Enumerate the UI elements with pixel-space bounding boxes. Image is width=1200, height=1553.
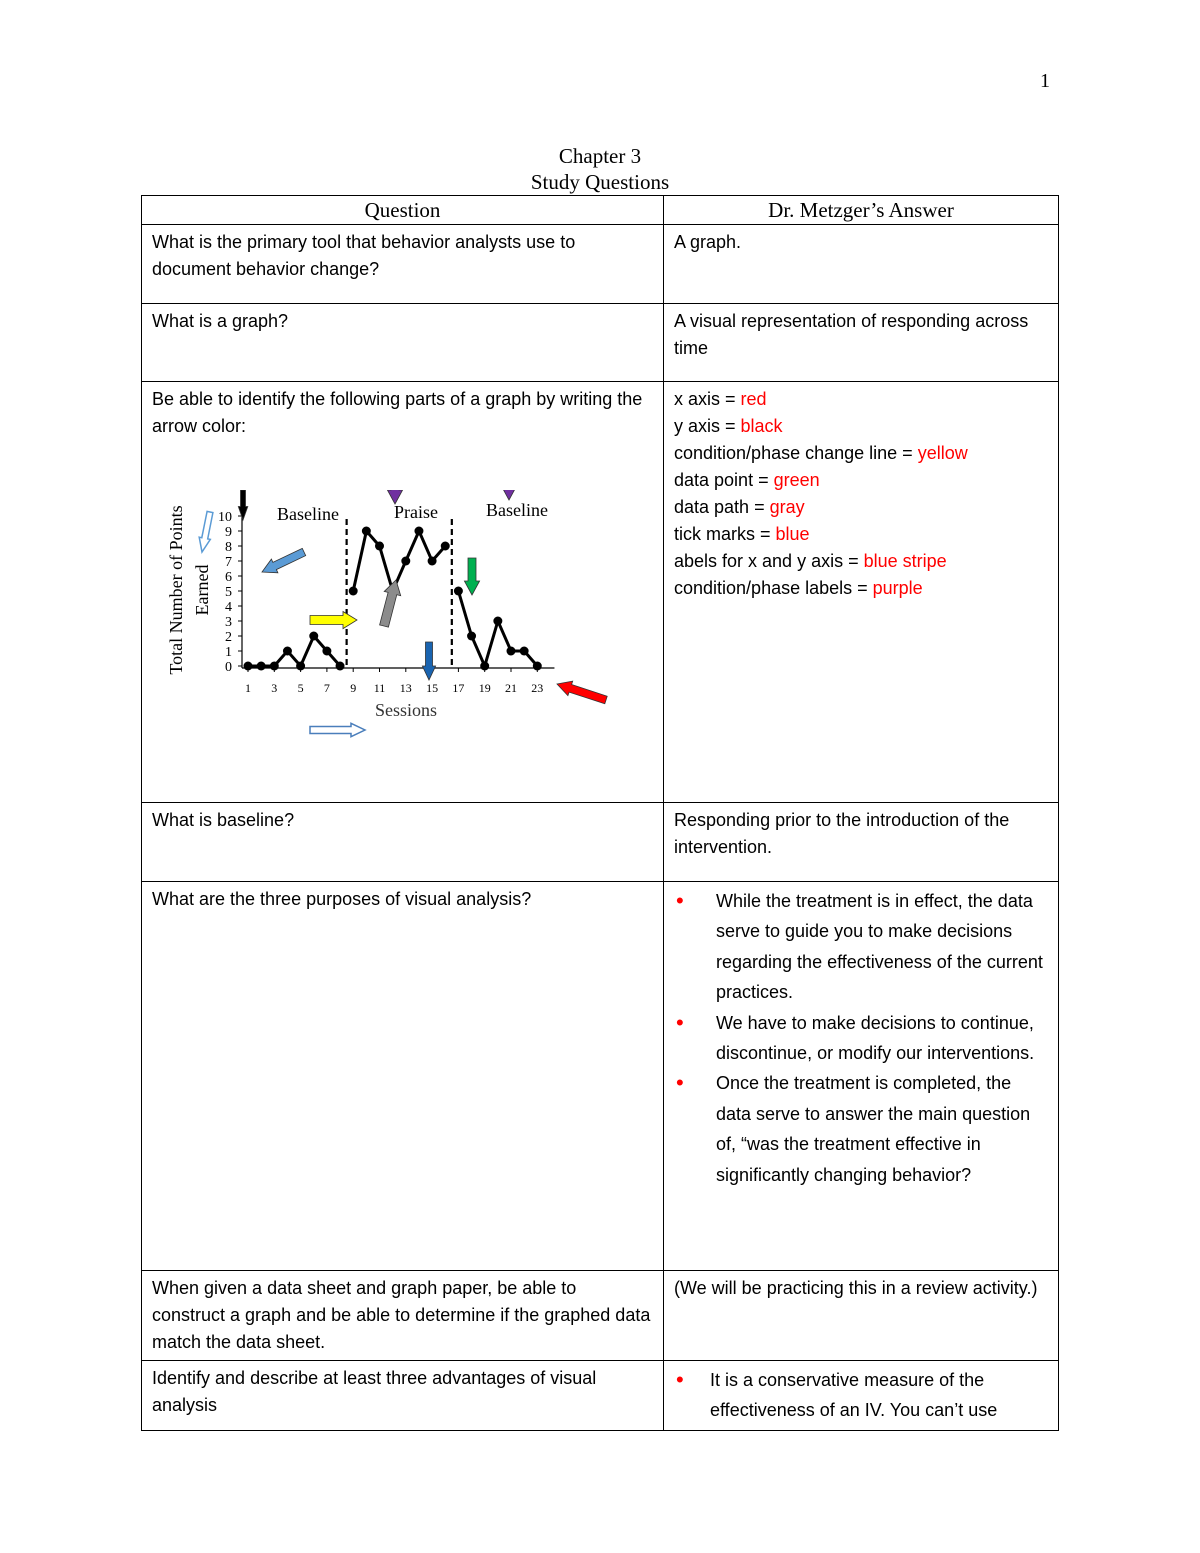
answer-pair: [674, 494, 1048, 521]
data-point: [283, 647, 292, 656]
phase-change-arrow-icon: [310, 612, 357, 629]
data-point: [336, 662, 345, 671]
x-tick-label: 23: [531, 681, 544, 695]
question-cell: What is baseline?: [142, 803, 664, 882]
y-tick-label: 10: [218, 510, 232, 525]
phase-label: Baseline: [486, 500, 548, 520]
pair-label: data path =: [674, 497, 770, 517]
answer-cell: [664, 1361, 1059, 1431]
answer-pair: [674, 548, 1048, 575]
study-questions-table: [141, 195, 1059, 1431]
table-row: [142, 304, 1059, 382]
table-row: [142, 382, 1059, 803]
data-point: [428, 557, 437, 566]
y-tick-label: 9: [225, 525, 232, 540]
answer-pair: [674, 521, 1048, 548]
answer-cell: [664, 882, 1059, 1271]
page-subtitle: Study Questions: [530, 170, 670, 194]
list-item: • Once the treatment is completed, the data serve to answer the main question of, “was the treatment effective in significantly changing behavior?: [674, 1068, 1048, 1190]
y-tick-label: 2: [225, 630, 232, 645]
question-cell: When given a data sheet and graph paper, be able to construct a graph and be able to determine if the graphed data match the data sheet.: [142, 1271, 664, 1361]
data-point: [309, 632, 318, 641]
table-row: [142, 882, 1059, 1271]
answer-cell: A graph.: [664, 225, 1059, 304]
table-row: [142, 1361, 1059, 1431]
phase-label-arrow-icon: [501, 490, 516, 500]
y-tick-label: 0: [225, 660, 232, 675]
data-point: [533, 662, 542, 671]
answer-pair: [674, 440, 1048, 467]
pair-label: condition/phase labels =: [674, 578, 873, 598]
header-row: [142, 196, 1059, 225]
data-point: [441, 542, 450, 551]
data-point: [375, 542, 384, 551]
pair-value: purple: [872, 578, 923, 598]
phase-label: Praise: [394, 502, 438, 522]
pair-value: green: [773, 470, 820, 490]
y-tick-label: 4: [225, 600, 232, 615]
pair-value: gray: [769, 497, 805, 517]
answer-pair: [674, 575, 1048, 602]
data-point: [507, 647, 516, 656]
answer-pair: [674, 413, 1048, 440]
page-number: 1: [1040, 70, 1050, 92]
pair-value: blue: [775, 524, 810, 544]
y-tick-label: 8: [225, 540, 232, 555]
data-point-arrow-icon: [464, 558, 479, 595]
question-cell: Identify and describe at least three advantages of visual analysis: [142, 1361, 664, 1431]
y-tick-label: 6: [225, 570, 232, 585]
x-tick-label: 21: [505, 681, 517, 695]
bullet-list: [674, 1365, 1048, 1426]
answer-cell: Responding prior to the introduction of the intervention.: [664, 803, 1059, 882]
question-cell: [142, 382, 664, 803]
x-tick-label: 13: [399, 681, 412, 695]
pair-label: tick marks =: [674, 524, 776, 544]
pair-label: abels for x and y axis =: [674, 551, 864, 571]
table-row: [142, 225, 1059, 304]
answer-header: Dr. Metzger’s Answer: [664, 196, 1059, 225]
x-axis-label-arrow-icon: [310, 723, 365, 736]
x-axis-arrow-icon: [557, 681, 607, 704]
data-path-arrow-icon: [380, 580, 401, 627]
question-cell: What is a graph?: [142, 304, 664, 382]
chapter-title: Chapter 3: [558, 144, 642, 168]
x-tick-label: 17: [452, 681, 465, 695]
x-tick-label: 1: [245, 681, 251, 695]
y-tick-label: 1: [225, 645, 232, 660]
question-cell: What are the three purposes of visual analysis?: [142, 882, 664, 1271]
data-point: [244, 662, 253, 671]
data-point: [520, 647, 529, 656]
pair-value: black: [740, 416, 783, 436]
pair-value: yellow: [917, 443, 968, 463]
x-tick-label: 11: [373, 681, 386, 695]
list-item: • While the treatment is in effect, the data serve to guide you to make decisions regarding the effectiveness of the current practices.: [674, 886, 1048, 1008]
x-tick-label: 3: [271, 681, 278, 695]
x-tick-label: 5: [297, 681, 304, 695]
pair-label: x axis =: [674, 389, 741, 409]
bullet-list: [674, 886, 1048, 1190]
data-point: [454, 587, 463, 596]
y-axis-label: Total Number of Points: [166, 505, 186, 675]
list-item: • It is a conservative measure of the effectiveness of an IV. You can’t use: [674, 1365, 1048, 1426]
data-point: [480, 662, 489, 671]
data-point: [349, 587, 358, 596]
tick-mark-arrow-icon: [262, 548, 306, 572]
answer-pair: [674, 386, 1048, 413]
x-axis-label: Sessions: [375, 700, 438, 720]
data-point: [414, 527, 423, 536]
x-tick-label: 19: [478, 681, 491, 695]
x-tick-label: 15: [426, 681, 439, 695]
list-item: • We have to make decisions to continue, discontinue, or modify our interventions.: [674, 1008, 1048, 1069]
question-cell: What is the primary tool that behavior analysts use to document behavior change?: [142, 225, 664, 304]
question-header: Question: [142, 196, 664, 225]
x-tick-label: 9: [350, 681, 357, 695]
y-tick-label: 3: [225, 615, 232, 630]
data-point: [401, 557, 410, 566]
axis-label-arrow-icon: [199, 511, 213, 552]
y-tick-label: 7: [225, 555, 232, 570]
answer-cell: [664, 382, 1059, 803]
table-row: [142, 1271, 1059, 1361]
data-point: [362, 527, 371, 536]
answer-cell: A visual representation of responding across time: [664, 304, 1059, 382]
data-point: [296, 662, 305, 671]
line-graph: [150, 490, 650, 750]
pair-label: data point =: [674, 470, 774, 490]
y-tick-label: 5: [225, 585, 232, 600]
data-point: [322, 647, 331, 656]
pair-value: blue stripe: [863, 551, 947, 571]
table-row: [142, 803, 1059, 882]
question-text: Be able to identify the following parts of a graph by writing the arrow color:: [152, 389, 643, 436]
pair-label: y axis =: [674, 416, 741, 436]
data-point: [270, 662, 279, 671]
phase-label: Baseline: [277, 504, 339, 524]
pair-value: red: [740, 389, 767, 409]
pair-label: condition/phase change line =: [674, 443, 918, 463]
data-point: [467, 632, 476, 641]
graph-figure: [150, 490, 650, 750]
x-tick-label: 7: [323, 681, 330, 695]
answer-cell: (We will be practicing this in a review activity.): [664, 1271, 1059, 1361]
data-point: [493, 617, 502, 626]
data-point: [257, 662, 266, 671]
tick-mark-arrow-icon: [422, 642, 435, 680]
answer-pair: [674, 467, 1048, 494]
y-axis-label-line2: Earned: [192, 564, 212, 616]
